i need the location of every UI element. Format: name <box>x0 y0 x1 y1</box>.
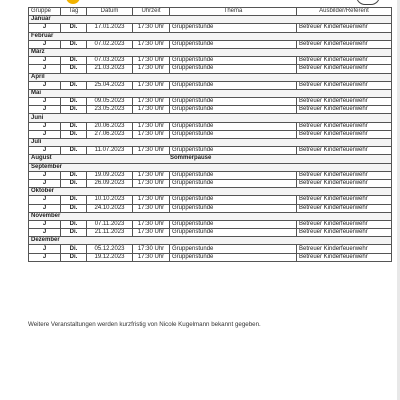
cell-thema: Gruppenstunde <box>170 147 297 155</box>
cell-thema: Gruppenstunde <box>170 98 297 106</box>
cell-thema: Gruppenstunde <box>170 122 297 130</box>
cell-tag: Di. <box>61 65 87 73</box>
cell-referent: Betreuer Kinderfeuerwehr <box>297 130 392 138</box>
table-row <box>29 171 392 179</box>
cell-uhrzeit: 17:30 Uhr <box>133 229 170 237</box>
month-row <box>29 32 392 40</box>
month-name: November <box>31 212 61 219</box>
month-cell <box>29 163 392 171</box>
cell-uhrzeit: 17:30 Uhr <box>133 24 170 32</box>
cell-referent: Betreuer Kinderfeuerwehr <box>297 122 392 130</box>
cell-gruppe: J <box>29 229 61 237</box>
cell-referent: Betreuer Kinderfeuerwehr <box>297 81 392 89</box>
cell-datum: 05.12.2023 <box>87 245 133 253</box>
month-name: Juni <box>31 114 44 121</box>
table-row <box>29 122 392 130</box>
cell-tag: Di. <box>61 179 87 187</box>
table-row <box>29 196 392 204</box>
cell-datum: 09.05.2023 <box>87 98 133 106</box>
cell-datum: 21.03.2023 <box>87 65 133 73</box>
cell-datum: 17.01.2023 <box>87 24 133 32</box>
cell-gruppe: J <box>29 147 61 155</box>
cell-thema: Gruppenstunde <box>170 171 297 179</box>
cell-gruppe: J <box>29 204 61 212</box>
table-row <box>29 179 392 187</box>
month-name: März <box>31 49 45 56</box>
cell-gruppe: J <box>29 24 61 32</box>
cell-uhrzeit: 17:30 Uhr <box>133 147 170 155</box>
cell-gruppe: J <box>29 220 61 228</box>
cell-tag: Di. <box>61 122 87 130</box>
logo-fragment-left <box>66 0 80 4</box>
table-row <box>29 57 392 65</box>
cell-tag: Di. <box>61 24 87 32</box>
cell-gruppe: J <box>29 98 61 106</box>
month-name: Juli <box>31 139 42 146</box>
cell-uhrzeit: 17:30 Uhr <box>133 57 170 65</box>
cell-datum: 07.02.2023 <box>87 40 133 48</box>
cell-thema: Gruppenstunde <box>170 179 297 187</box>
cell-uhrzeit: 17:30 Uhr <box>133 130 170 138</box>
cell-gruppe: J <box>29 253 61 261</box>
cell-gruppe: J <box>29 245 61 253</box>
cell-gruppe: J <box>29 57 61 65</box>
cell-tag: Di. <box>61 220 87 228</box>
month-row <box>29 89 392 97</box>
cell-uhrzeit: 17:30 Uhr <box>133 220 170 228</box>
month-cell <box>29 89 392 97</box>
cell-thema: Gruppenstunde <box>170 204 297 212</box>
month-cell <box>29 32 392 40</box>
month-name: August <box>31 155 52 162</box>
cell-gruppe: J <box>29 81 61 89</box>
table-row <box>29 40 392 48</box>
cell-datum: 27.06.2023 <box>87 130 133 138</box>
header-referent: Ausbilder/Referent <box>297 8 392 16</box>
cell-referent: Betreuer Kinderfeuerwehr <box>297 196 392 204</box>
cell-gruppe: J <box>29 179 61 187</box>
month-row <box>29 212 392 220</box>
cell-datum: 23.05.2023 <box>87 106 133 114</box>
table-row <box>29 245 392 253</box>
cell-referent: Betreuer Kinderfeuerwehr <box>297 98 392 106</box>
cell-uhrzeit: 17:30 Uhr <box>133 253 170 261</box>
cell-datum: 20.06.2023 <box>87 122 133 130</box>
cell-tag: Di. <box>61 229 87 237</box>
cell-referent: Betreuer Kinderfeuerwehr <box>297 245 392 253</box>
cell-gruppe: J <box>29 171 61 179</box>
month-row <box>29 73 392 81</box>
month-row <box>29 48 392 56</box>
table-row <box>29 147 392 155</box>
cell-tag: Di. <box>61 106 87 114</box>
cell-referent: Betreuer Kinderfeuerwehr <box>297 24 392 32</box>
cell-uhrzeit: 17:30 Uhr <box>133 122 170 130</box>
header-gruppe: Gruppe <box>29 8 61 16</box>
cell-datum: 07.03.2023 <box>87 57 133 65</box>
month-cell <box>29 212 392 220</box>
table-row <box>29 130 392 138</box>
cell-referent: Betreuer Kinderfeuerwehr <box>297 220 392 228</box>
table-row <box>29 81 392 89</box>
cell-thema: Gruppenstunde <box>170 65 297 73</box>
month-cell <box>29 188 392 196</box>
cell-datum: 19.09.2023 <box>87 171 133 179</box>
cell-referent: Betreuer Kinderfeuerwehr <box>297 179 392 187</box>
cell-datum: 21.11.2023 <box>87 229 133 237</box>
cell-datum: 11.07.2023 <box>87 147 133 155</box>
schedule-table <box>28 7 392 262</box>
cell-thema: Gruppenstunde <box>170 24 297 32</box>
month-name: Mai <box>31 89 42 96</box>
table-row <box>29 106 392 114</box>
table-row <box>29 98 392 106</box>
table-row <box>29 220 392 228</box>
month-name: April <box>31 73 45 80</box>
month-cell <box>29 155 392 163</box>
month-name: Dezember <box>31 237 60 244</box>
cell-tag: Di. <box>61 81 87 89</box>
cell-thema: Gruppenstunde <box>170 130 297 138</box>
cell-tag: Di. <box>61 40 87 48</box>
month-name: Oktober <box>31 188 55 195</box>
header-uhrzeit: Uhrzeit <box>133 8 170 16</box>
month-cell <box>29 114 392 122</box>
cell-datum: 10.10.2023 <box>87 196 133 204</box>
month-cell <box>29 73 392 81</box>
cell-tag: Di. <box>61 57 87 65</box>
table-row <box>29 24 392 32</box>
cell-uhrzeit: 17:30 Uhr <box>133 204 170 212</box>
table-header-row <box>29 8 392 16</box>
cell-uhrzeit: 17:30 Uhr <box>133 245 170 253</box>
cell-thema: Gruppenstunde <box>170 229 297 237</box>
cell-thema: Gruppenstunde <box>170 220 297 228</box>
month-cell <box>29 48 392 56</box>
month-row <box>29 114 392 122</box>
footer-note: Weitere Veranstaltungen werden kurzfristig von Nicole Kugelmann bekannt gegeben. <box>28 321 261 328</box>
cell-datum: 25.04.2023 <box>87 81 133 89</box>
cell-uhrzeit: 17:30 Uhr <box>133 106 170 114</box>
month-name: Januar <box>31 16 51 23</box>
cell-tag: Di. <box>61 253 87 261</box>
cell-uhrzeit: 17:30 Uhr <box>133 179 170 187</box>
table-row <box>29 229 392 237</box>
schedule-body <box>29 16 392 262</box>
cell-thema: Gruppenstunde <box>170 81 297 89</box>
month-row <box>29 237 392 245</box>
header-datum: Datum <box>87 8 133 16</box>
cell-referent: Betreuer Kinderfeuerwehr <box>297 106 392 114</box>
cell-referent: Betreuer Kinderfeuerwehr <box>297 229 392 237</box>
month-row <box>29 139 392 147</box>
cell-referent: Betreuer Kinderfeuerwehr <box>297 204 392 212</box>
cell-gruppe: J <box>29 196 61 204</box>
month-cell <box>29 16 392 24</box>
cell-referent: Betreuer Kinderfeuerwehr <box>297 65 392 73</box>
logo-fragment-right <box>356 0 380 5</box>
cell-datum: 19.12.2023 <box>87 253 133 261</box>
month-note: Sommerpause <box>169 155 212 162</box>
header-thema: Thema <box>170 8 297 16</box>
cell-uhrzeit: 17:30 Uhr <box>133 171 170 179</box>
month-row <box>29 188 392 196</box>
cell-referent: Betreuer Kinderfeuerwehr <box>297 57 392 65</box>
cell-tag: Di. <box>61 98 87 106</box>
cell-gruppe: J <box>29 40 61 48</box>
cell-gruppe: J <box>29 130 61 138</box>
cell-tag: Di. <box>61 196 87 204</box>
cell-thema: Gruppenstunde <box>170 245 297 253</box>
table-row <box>29 65 392 73</box>
cell-tag: Di. <box>61 130 87 138</box>
cell-thema: Gruppenstunde <box>170 253 297 261</box>
cell-datum: 26.09.2023 <box>87 179 133 187</box>
cell-tag: Di. <box>61 171 87 179</box>
cell-referent: Betreuer Kinderfeuerwehr <box>297 147 392 155</box>
header-tag: Tag <box>61 8 87 16</box>
cell-datum: 24.10.2023 <box>87 204 133 212</box>
month-cell <box>29 237 392 245</box>
month-row <box>29 163 392 171</box>
cell-referent: Betreuer Kinderfeuerwehr <box>297 171 392 179</box>
month-row <box>29 16 392 24</box>
cell-thema: Gruppenstunde <box>170 106 297 114</box>
cell-thema: Gruppenstunde <box>170 196 297 204</box>
cell-thema: Gruppenstunde <box>170 40 297 48</box>
table-row <box>29 204 392 212</box>
cell-uhrzeit: 17:30 Uhr <box>133 196 170 204</box>
cell-uhrzeit: 17:30 Uhr <box>133 40 170 48</box>
month-cell <box>29 139 392 147</box>
table-row <box>29 253 392 261</box>
cell-datum: 07.11.2023 <box>87 220 133 228</box>
cell-uhrzeit: 17:30 Uhr <box>133 98 170 106</box>
cell-gruppe: J <box>29 65 61 73</box>
cell-tag: Di. <box>61 147 87 155</box>
month-name: September <box>31 163 63 170</box>
month-name: Februar <box>31 32 54 39</box>
cell-tag: Di. <box>61 245 87 253</box>
cell-uhrzeit: 17:30 Uhr <box>133 65 170 73</box>
cell-tag: Di. <box>61 204 87 212</box>
month-row <box>29 155 392 163</box>
cell-referent: Betreuer Kinderfeuerwehr <box>297 253 392 261</box>
cell-gruppe: J <box>29 122 61 130</box>
cell-uhrzeit: 17:30 Uhr <box>133 81 170 89</box>
cell-thema: Gruppenstunde <box>170 57 297 65</box>
cell-referent: Betreuer Kinderfeuerwehr <box>297 40 392 48</box>
cell-gruppe: J <box>29 106 61 114</box>
